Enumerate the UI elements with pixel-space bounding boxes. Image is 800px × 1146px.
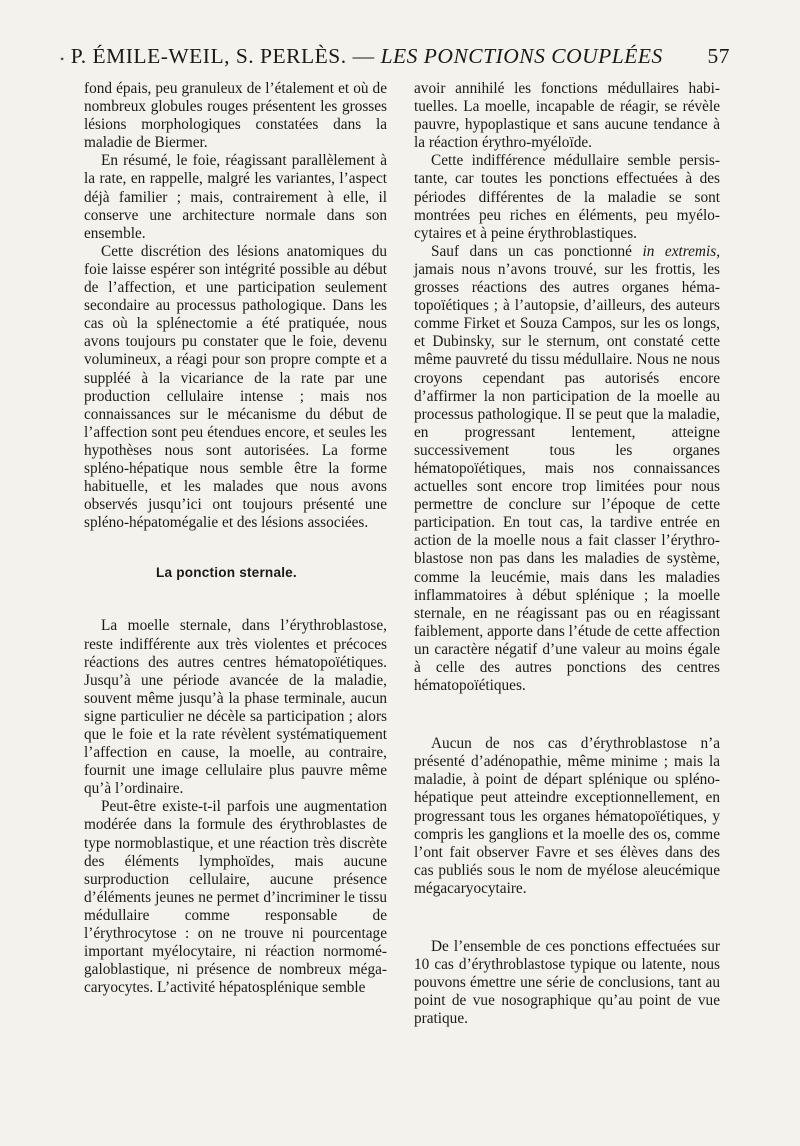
- header-authors: P. ÉMILE-WEIL, S. PERLÈS.: [70, 44, 347, 68]
- running-head: [60, 44, 730, 74]
- italic-term: in extremis: [642, 242, 717, 260]
- left-paragraph-4: La moelle sternale, dans l’érythroblastose, reste indifférente aux très violentes et précoces réactions des autres centres hématopoïétiques. Jusqu’à une période avancée de la maladie, souvent même jusqu’à la phase terminale, aucun signe particulier ne décèle sa participation ; alors que le foie et la rate révèlent systématiquement l’affection en cause, la moelle, au contraire, fournit une image cellulaire plus pauvre même qu’à l’ordinaire.: [84, 617, 387, 798]
- page-number: 57: [707, 44, 730, 68]
- left-column: [84, 80, 387, 997]
- right-paragraph-3: [414, 243, 720, 695]
- right-paragraph-1: avoir annihilé les fonctions médullaires habituelles. La moelle, incapable de réagir, se révèle pauvre, hypoplastique et sans aucune tendance à la réaction érythro-myéloïde.: [414, 80, 720, 152]
- right-paragraph-5: De l’ensemble de ces ponctions effectuées sur 10 cas d’érythroblastose typique ou latente, nous pouvons émettre une série de conclusions, tant au point de vue nosographique qu’au point de vue pratique.: [414, 938, 720, 1028]
- right-paragraph-3-start: Sauf dans un cas ponctionné: [431, 242, 643, 260]
- header-title: LES PONCTIONS COUPLÉES: [380, 44, 663, 68]
- left-paragraph-5: Peut-être existe-t-il parfois une augmentation modérée dans la formule des érythroblastes de type normoblastique, et une réaction très discrète des éléments lymphoïdes, mais aucune surproduction cellulaire, aucune présence d’éléments jeunes ne permet d’incriminer le tissu médullaire comme responsable de l’érythrocytose : on ne trouve ni pourcentage important myélocytaire, ni réaction normomégaloblastique, ni présence de nombreux mégacaryocytes. L’activité hépatosplénique semble: [84, 798, 387, 997]
- left-paragraph-2: En résumé, le foie, réagissant parallèlement à la rate, en rappelle, malgré les variantes, l’aspect déjà familier ; mais, contrairement à elle, il conserve une architecture normale dans son ensemble.: [84, 152, 387, 242]
- right-paragraph-4: Aucun de nos cas d’érythroblastose n’a présenté d’adénopathie, même minime ; mais la maladie, à point de départ splénique ou spléno-hépatique peut atteindre exceptionnellement, en progressant tous les organes hématopoïétiques, y compris les ganglions et la moelle des os, comme l’ont fait observer Favre et ses élèves dans des cas publiés sous le nom de myélose aleucémique mégacaryocytaire.: [414, 735, 720, 897]
- left-paragraph-3: Cette discrétion des lésions anatomiques du foie laisse espérer son intégrité possible au début de l’affection, et une participation seulement secondaire au processus pathologique. Dans les cas où la splénectomie a été pratiquée, nous avons toujours pu constater que le foie, devenu volumineux, a réagi pour son propre compte et a suppléé à la vicariance de la rate par une production cellulaire intense ; mais nos connaissances sur le mécanisme du début de l’affection sont peu étendues encore, et seules les hypothèses nous sont autorisées. La forme spléno-hépatique nous semble être la forme habituelle, et les malades que nous avons observés jusqu’ici ont toujours présenté une spléno-hépatomégalie et des lésions associées.: [84, 242, 387, 532]
- right-paragraph-2: Cette indifférence médullaire semble persistante, car toutes les ponctions effectuées à des périodes différentes de la maladie se sont montrées peu riches en éléments, peu myélocytaires et à peine érythroblastiques.: [414, 152, 720, 242]
- right-paragraph-3-rest: , jamais nous n’avons trouvé, sur les frottis, les grosses réactions des autres organes hématopoïétiques ; à l’autopsie, d’ailleurs, des auteurs comme Firket et Souza Campos, sur les os longs, et Dubinsky, sur le sternum, ont constaté cette même pauvreté du tissu médullaire. Nous ne nous croyons cependant pas autorisés encore d’affirmer la non participation de la moelle au processus pathologique. Il se peut que la maladie, en progressant lentement, atteigne successivement tous les organes hématopoïétiques, mais nos connaissances actuelles sont encore trop limitées pour nous permettre de conclure sur l’époque de cette participation. En tout cas, la tardive entrée en action de la moelle nous a fait classer l’érythroblastose non pas dans les maladies de système, comme la leucémie, mais dans les maladies inflammatoires à début splénique ; la moelle sternale, en ne réagissant pas ou en réagissant faiblement, apporte dans l’étude de cette affection un caractère négatif d’une valeur au moins égale à celle des autres ponctions des centres hématopoïétiques.: [414, 242, 721, 695]
- running-head-left: [60, 44, 663, 69]
- header-separator: —: [352, 44, 375, 68]
- bullet-mark: •: [60, 52, 65, 66]
- left-paragraph-1: fond épais, peu granuleux de l’étalement et où de nombreux globules rouges présentent les grosses lésions morphologiques constatées dans la maladie de Biermer.: [84, 80, 387, 152]
- right-column: [414, 80, 720, 1029]
- section-heading: La ponction sternale.: [156, 565, 297, 581]
